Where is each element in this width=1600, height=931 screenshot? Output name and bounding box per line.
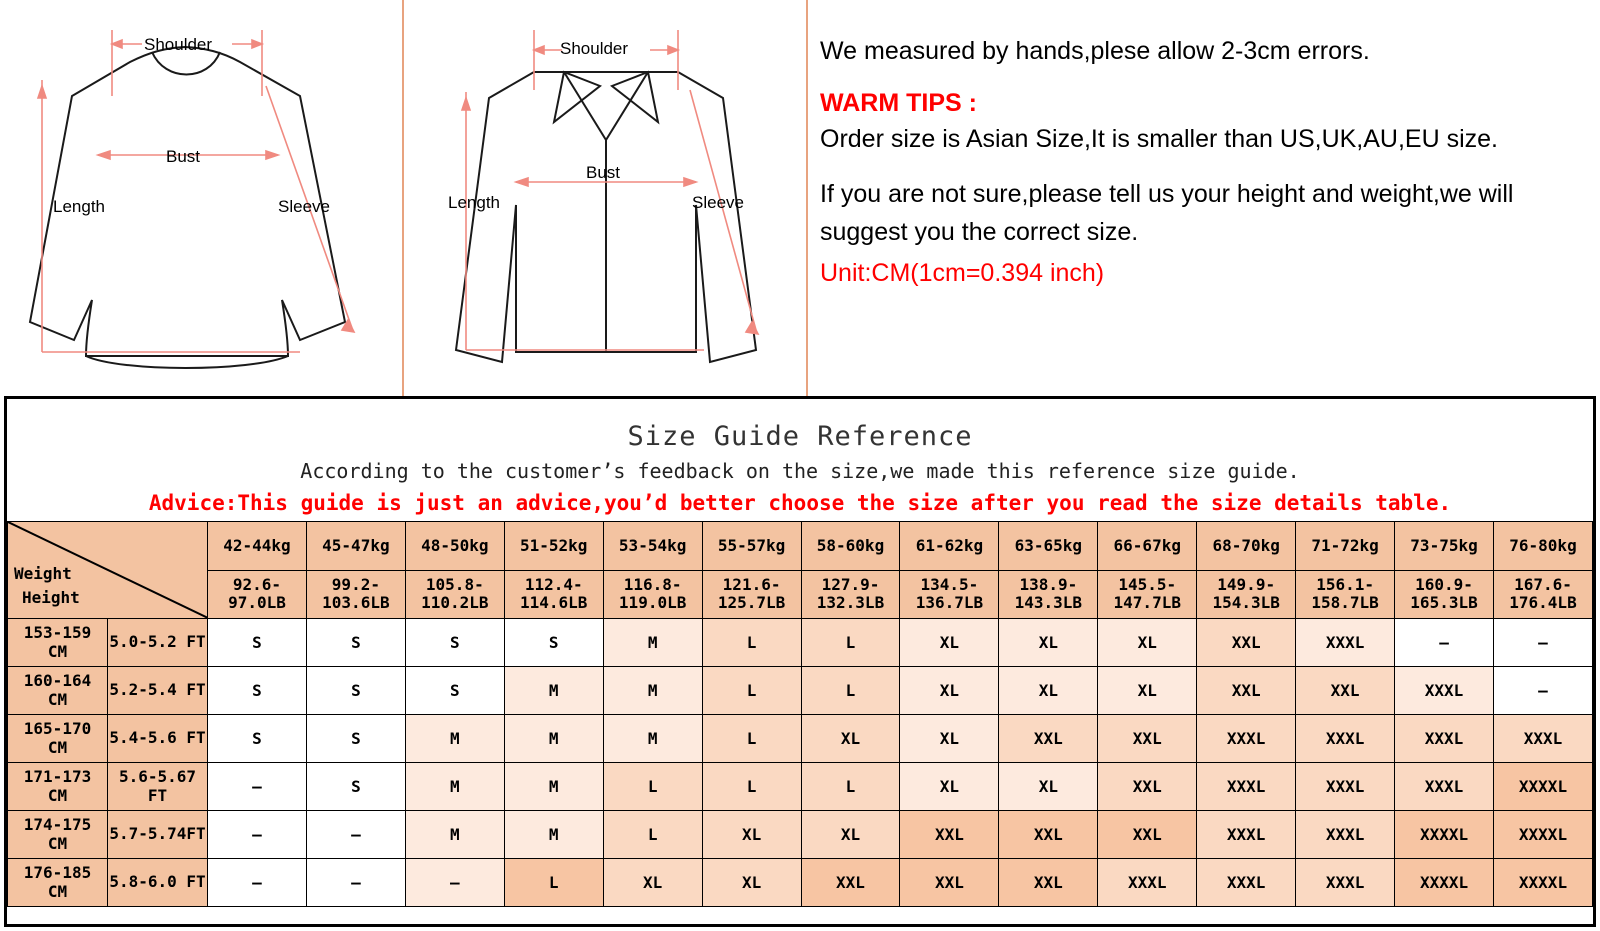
asian-size-note: Order size is Asian Size,It is smaller than US,UK,AU,EU size. [820, 124, 1498, 153]
size-cell-4-6: XL [801, 811, 900, 859]
size-cell-4-8: XXL [999, 811, 1098, 859]
shirt-diagram [404, 0, 808, 396]
size-cell-3-9: XXL [1098, 763, 1197, 811]
size-cell-0-8: XL [999, 619, 1098, 667]
weight-kg-header-10: 68-70kg [1197, 522, 1296, 571]
height-cm-1: 160-164 CM [8, 667, 108, 715]
size-cell-2-7: XL [900, 715, 999, 763]
weight-kg-header-1: 45-47kg [306, 522, 405, 571]
size-cell-1-9: XL [1098, 667, 1197, 715]
height-cm-0: 153-159 CM [8, 619, 108, 667]
label-shoulder: Shoulder [144, 35, 213, 54]
size-cell-3-10: XXXL [1197, 763, 1296, 811]
size-cell-1-3: M [504, 667, 603, 715]
size-cell-1-6: L [801, 667, 900, 715]
size-cell-5-12: XXXXL [1395, 859, 1494, 907]
size-cell-4-7: XXL [900, 811, 999, 859]
size-cell-5-1: – [306, 859, 405, 907]
tips-panel [808, 0, 1600, 396]
weight-kg-header-5: 55-57kg [702, 522, 801, 571]
table-row [8, 619, 1593, 667]
size-cell-2-8: XXL [999, 715, 1098, 763]
size-cell-1-2: S [405, 667, 504, 715]
size-cell-2-9: XXL [1098, 715, 1197, 763]
weight-kg-header-8: 63-65kg [999, 522, 1098, 571]
size-cell-0-10: XXL [1197, 619, 1296, 667]
guide-subtitle: According to the customer’s feedback on the size,we made this reference size guide. [300, 459, 1300, 483]
size-cell-4-12: XXXXL [1395, 811, 1494, 859]
weight-lb-header-4: 116.8- 119.0LB [603, 570, 702, 619]
label-bust: Bust [166, 147, 201, 166]
size-cell-2-5: L [702, 715, 801, 763]
weight-lb-header-11: 156.1- 158.7LB [1296, 570, 1395, 619]
size-cell-3-6: L [801, 763, 900, 811]
size-cell-3-2: M [405, 763, 504, 811]
height-ft-0: 5.0-5.2 FT [108, 619, 208, 667]
weight-kg-header-4: 53-54kg [603, 522, 702, 571]
size-cell-1-4: M [603, 667, 702, 715]
size-cell-4-2: M [405, 811, 504, 859]
height-ft-1: 5.2-5.4 FT [108, 667, 208, 715]
size-cell-4-11: XXXL [1296, 811, 1395, 859]
weight-kg-header-11: 71-72kg [1296, 522, 1395, 571]
size-cell-5-8: XXL [999, 859, 1098, 907]
weight-kg-header-0: 42-44kg [208, 522, 307, 571]
size-cell-4-3: M [504, 811, 603, 859]
not-sure-note: If you are not sure,please tell us your height and weight,we will suggest you the correct size. [820, 180, 1514, 246]
tshirt-drawing [0, 0, 404, 396]
size-cell-2-3: M [504, 715, 603, 763]
size-cell-0-1: S [306, 619, 405, 667]
size-cell-0-5: L [702, 619, 801, 667]
corner-weight-label: Weight [14, 564, 72, 583]
height-cm-2: 165-170 CM [8, 715, 108, 763]
weight-lb-header-5: 121.6- 125.7LB [702, 570, 801, 619]
height-cm-3: 171-173 CM [8, 763, 108, 811]
label-shoulder: Shoulder [560, 39, 629, 58]
weight-kg-header-2: 48-50kg [405, 522, 504, 571]
size-cell-0-7: XL [900, 619, 999, 667]
size-cell-0-12: – [1395, 619, 1494, 667]
size-cell-0-4: M [603, 619, 702, 667]
size-cell-5-6: XXL [801, 859, 900, 907]
size-cell-5-11: XXXL [1296, 859, 1395, 907]
height-ft-5: 5.8-6.0 FT [108, 859, 208, 907]
size-cell-3-12: XXXL [1395, 763, 1494, 811]
table-row [8, 859, 1593, 907]
size-cell-0-9: XL [1098, 619, 1197, 667]
shirt-drawing [404, 0, 808, 396]
weight-lb-header-2: 105.8- 110.2LB [405, 570, 504, 619]
weight-lb-header-3: 112.4- 114.6LB [504, 570, 603, 619]
guide-advice: Advice:This guide is just an advice,you’d better choose the size after you read the size details table. [148, 491, 1452, 515]
table-row [8, 715, 1593, 763]
height-cm-4: 174-175 CM [8, 811, 108, 859]
size-cell-5-0: – [208, 859, 307, 907]
size-cell-0-3: S [504, 619, 603, 667]
weight-lb-header-9: 145.5- 147.7LB [1098, 570, 1197, 619]
size-cell-0-2: S [405, 619, 504, 667]
size-guide-table [7, 521, 1593, 907]
size-cell-4-13: XXXXL [1493, 811, 1592, 859]
size-cell-3-5: L [702, 763, 801, 811]
table-row [8, 811, 1593, 859]
size-cell-4-1: – [306, 811, 405, 859]
size-cell-3-4: L [603, 763, 702, 811]
unit-note: Unit:CM(1cm=0.394 inch) [820, 259, 1105, 287]
size-cell-2-0: S [208, 715, 307, 763]
size-cell-4-5: XL [702, 811, 801, 859]
size-cell-1-7: XL [900, 667, 999, 715]
warm-tips-title: WARM TIPS : [820, 88, 977, 117]
measure-note: We measured by hands,plese allow 2-3cm errors. [820, 37, 1370, 65]
weight-lb-header-7: 134.5- 136.7LB [900, 570, 999, 619]
weight-lb-header-10: 149.9- 154.3LB [1197, 570, 1296, 619]
size-cell-2-1: S [306, 715, 405, 763]
size-cell-0-11: XXXL [1296, 619, 1395, 667]
height-ft-4: 5.7-5.74FT [108, 811, 208, 859]
height-ft-2: 5.4-5.6 FT [108, 715, 208, 763]
size-cell-1-13: – [1493, 667, 1592, 715]
size-cell-5-3: L [504, 859, 603, 907]
size-cell-4-10: XXXL [1197, 811, 1296, 859]
weight-kg-header-6: 58-60kg [801, 522, 900, 571]
size-cell-4-9: XXL [1098, 811, 1197, 859]
weight-kg-header-7: 61-62kg [900, 522, 999, 571]
size-cell-1-10: XXL [1197, 667, 1296, 715]
size-cell-2-4: M [603, 715, 702, 763]
size-cell-5-5: XL [702, 859, 801, 907]
size-cell-5-10: XXXL [1197, 859, 1296, 907]
weight-lb-header-6: 127.9- 132.3LB [801, 570, 900, 619]
size-cell-2-2: M [405, 715, 504, 763]
label-bust: Bust [586, 163, 621, 182]
label-sleeve: Sleeve [692, 193, 744, 212]
table-header-row-kg [8, 522, 1593, 571]
size-cell-4-4: L [603, 811, 702, 859]
weight-lb-header-12: 160.9- 165.3LB [1395, 570, 1494, 619]
table-header-row-lb [8, 570, 1593, 619]
size-cell-5-7: XXL [900, 859, 999, 907]
size-cell-2-12: XXXL [1395, 715, 1494, 763]
weight-kg-header-9: 66-67kg [1098, 522, 1197, 571]
size-guide-reference [4, 396, 1596, 927]
diagrams-and-tips [0, 0, 1600, 396]
size-cell-2-10: XXXL [1197, 715, 1296, 763]
size-cell-0-13: – [1493, 619, 1592, 667]
label-length: Length [53, 197, 105, 216]
weight-lb-header-0: 92.6- 97.0LB [208, 570, 307, 619]
size-cell-4-0: – [208, 811, 307, 859]
table-row [8, 763, 1593, 811]
size-cell-5-13: XXXXL [1493, 859, 1592, 907]
size-cell-5-9: XXXL [1098, 859, 1197, 907]
size-cell-3-8: XL [999, 763, 1098, 811]
corner-height-label: Height [22, 588, 80, 607]
size-cell-2-6: XL [801, 715, 900, 763]
size-cell-1-12: XXXL [1395, 667, 1494, 715]
size-cell-3-13: XXXXL [1493, 763, 1592, 811]
label-sleeve: Sleeve [278, 197, 330, 216]
size-cell-0-6: L [801, 619, 900, 667]
weight-lb-header-13: 167.6- 176.4LB [1493, 570, 1592, 619]
weight-lb-header-1: 99.2- 103.6LB [306, 570, 405, 619]
tshirt-diagram [0, 0, 404, 396]
size-cell-1-8: XL [999, 667, 1098, 715]
height-ft-3: 5.6-5.67 FT [108, 763, 208, 811]
size-cell-3-0: – [208, 763, 307, 811]
guide-title: Size Guide Reference [627, 421, 973, 452]
table-row [8, 667, 1593, 715]
weight-lb-header-8: 138.9- 143.3LB [999, 570, 1098, 619]
size-cell-1-5: L [702, 667, 801, 715]
size-cell-1-11: XXL [1296, 667, 1395, 715]
weight-height-corner [8, 522, 208, 619]
size-cell-2-11: XXXL [1296, 715, 1395, 763]
size-cell-2-13: XXXL [1493, 715, 1592, 763]
size-cell-3-3: M [504, 763, 603, 811]
size-cell-1-1: S [306, 667, 405, 715]
weight-kg-header-12: 73-75kg [1395, 522, 1494, 571]
weight-kg-header-13: 76-80kg [1493, 522, 1592, 571]
size-cell-3-1: S [306, 763, 405, 811]
size-cell-5-4: XL [603, 859, 702, 907]
height-cm-5: 176-185 CM [8, 859, 108, 907]
size-cell-5-2: – [405, 859, 504, 907]
size-cell-3-7: XL [900, 763, 999, 811]
weight-kg-header-3: 51-52kg [504, 522, 603, 571]
size-cell-1-0: S [208, 667, 307, 715]
size-cell-0-0: S [208, 619, 307, 667]
size-cell-3-11: XXXL [1296, 763, 1395, 811]
label-length: Length [448, 193, 500, 212]
